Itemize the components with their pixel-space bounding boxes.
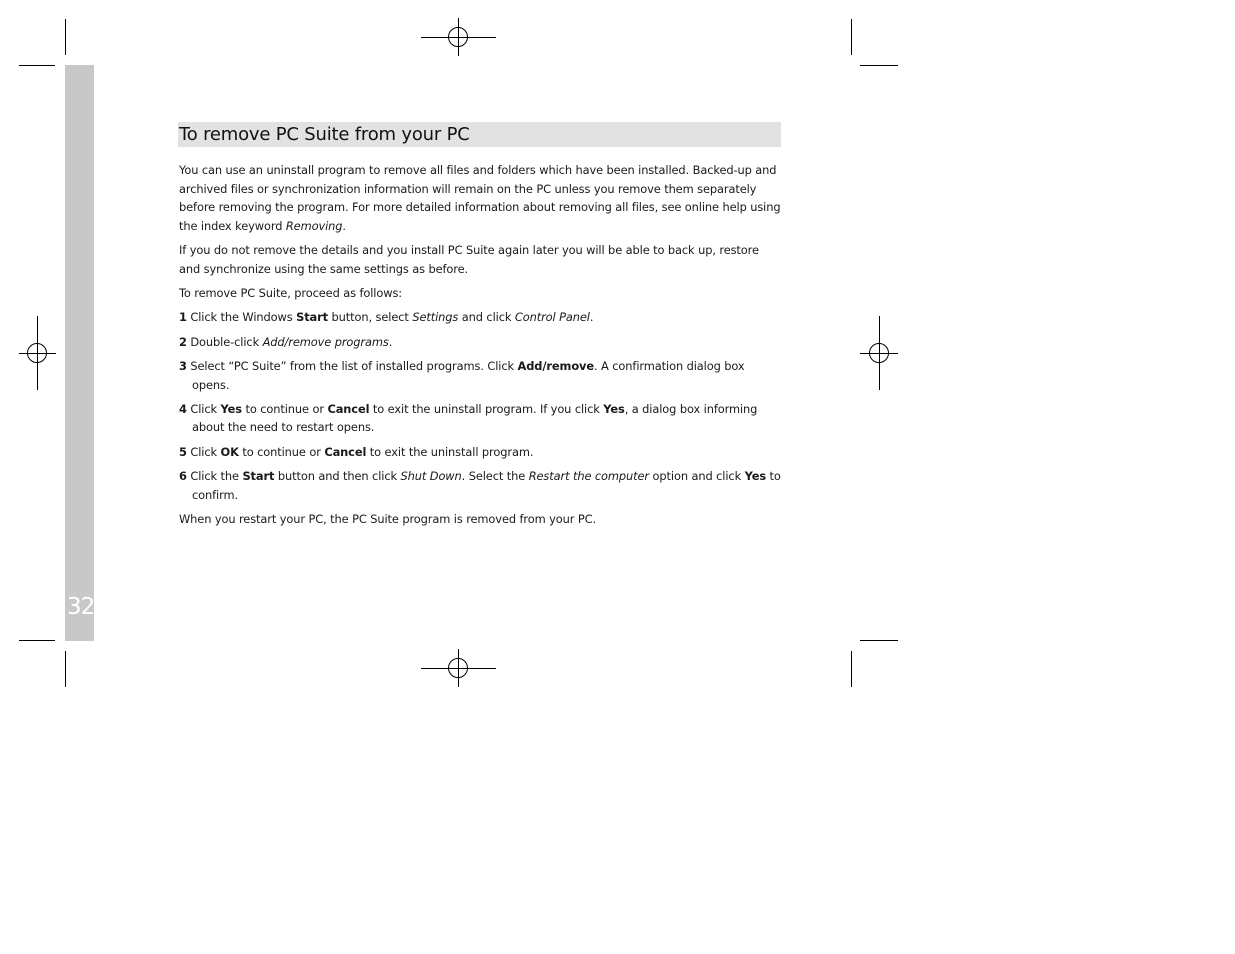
- crop-mark: [860, 640, 898, 641]
- crop-mark: [65, 651, 66, 687]
- crop-mark: [851, 651, 852, 687]
- crop-mark: [860, 65, 898, 66]
- page-number: 32: [67, 594, 95, 620]
- step-item: 4 Click Yes to continue or Cancel to exit the uninstall program. If you click Yes, a dialog box informing about the need to restart opens.: [179, 401, 758, 435]
- crop-mark: [851, 19, 852, 55]
- crop-mark: [65, 19, 66, 55]
- intro-paragraph: If you do not remove the details and you install PC Suite again later you will be able to back up, restore and synchronize using the same settings as before.: [179, 243, 759, 277]
- closing-paragraph: When you restart your PC, the PC Suite program is removed from your PC.: [179, 511, 597, 526]
- step-item: 3 Select “PC Suite” from the list of installed programs. Click Add/remove. A confirmation dialog box opens.: [179, 358, 745, 392]
- page-content: [179, 161, 783, 534]
- step-item: 5 Click OK to continue or Cancel to exit the uninstall program.: [179, 444, 534, 459]
- crop-mark: [19, 640, 55, 641]
- intro-paragraph: To remove PC Suite, proceed as follows:: [179, 286, 403, 301]
- page-title: To remove PC Suite from your PC: [179, 124, 470, 145]
- page-side-tab: [65, 65, 94, 641]
- step-item: 6 Click the Start button and then click Shut Down. Select the Restart the computer option and click Yes to confirm.: [179, 468, 781, 502]
- step-item: 1 Click the Windows Start button, select Settings and click Control Panel.: [179, 310, 594, 325]
- step-item: 2 Double-click Add/remove programs.: [179, 334, 393, 349]
- crop-mark: [19, 65, 55, 66]
- intro-paragraph: You can use an uninstall program to remove all files and folders which have been installed. Backed-up and archived files or synchronization information will remain on the PC unless you remove them separately before removing the program. For more detailed information about removing all files, see online help using the index keyword Removing.: [179, 163, 781, 234]
